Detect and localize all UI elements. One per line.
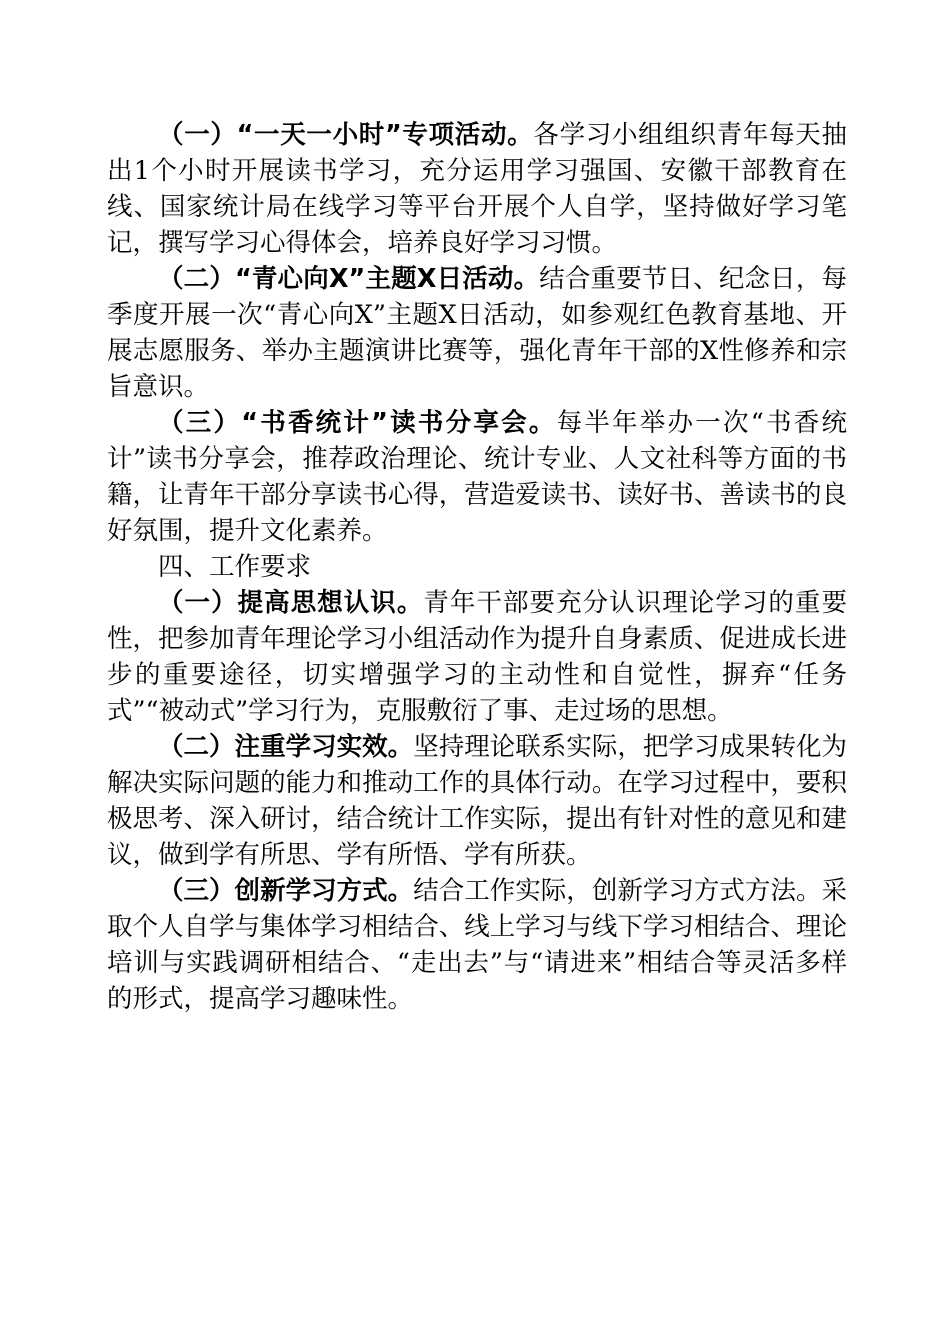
paragraph-lead: （一）提高思想认识。 [158,588,424,618]
activity-paragraph-2 [107,261,847,405]
requirement-paragraph-1 [107,585,847,729]
paragraph-body: 每半年举办一次“书香统计”读书分享会，推荐政治理论、统计专业、人文社科等方面的书籍，让青年干部分享读书心得，营造爱读书、读好书、善读书的良好氛围，提升文化素养。 [107,408,847,546]
document-page [107,117,847,1017]
paragraph-lead: （二）“青心向X”主题X日活动。 [158,264,540,294]
paragraph-lead: （三）“书香统计”读书分享会。 [158,408,557,438]
paragraph-lead: （二）注重学习实效。 [158,732,414,762]
paragraph-body: 结合重要节日、纪念日，每季度开展一次“青心向X”主题X日活动，如参观红色教育基地、开展志愿服务、举办主题演讲比赛等，强化青年干部的X性修养和宗旨意识。 [107,264,847,402]
requirement-paragraph-2 [107,729,847,873]
section-heading-work-requirements: 四、工作要求 [158,552,312,582]
requirement-paragraph-3 [107,873,847,1017]
paragraph-lead: （三）创新学习方式。 [158,876,414,906]
paragraph-body: 各学习小组组织青年每天抽出1个小时开展读书学习，充分运用学习强国、安徽干部教育在线、国家统计局在线学习等平台开展个人自学，坚持做好学习笔记，撰写学习心得体会，培养良好学习习惯。 [107,120,847,258]
paragraph-lead: （一）“一天一小时”专项活动。 [158,120,534,150]
paragraph-body: 青年干部要充分认识理论学习的重要性，把参加青年理论学习小组活动作为提升自身素质、促进成长进步的重要途径，切实增强学习的主动性和自觉性，摒弃“任务式”“被动式”学习行为，克服敷衍了事、走过场的思想。 [107,588,847,726]
paragraph-body: 坚持理论联系实际，把学习成果转化为解决实际问题的能力和推动工作的具体行动。在学习过程中，要积极思考、深入研讨，结合统计工作实际，提出有针对性的意见和建议，做到学有所思、学有所悟、学有所获。 [107,732,847,870]
activity-paragraph-1 [107,117,847,261]
activity-paragraph-3 [107,405,847,549]
paragraph-body: 结合工作实际，创新学习方式方法。采取个人自学与集体学习相结合、线上学习与线下学习相结合、理论培训与实践调研相结合、“走出去”与“请进来”相结合等灵活多样的形式，提高学习趣味性。 [107,876,847,1014]
